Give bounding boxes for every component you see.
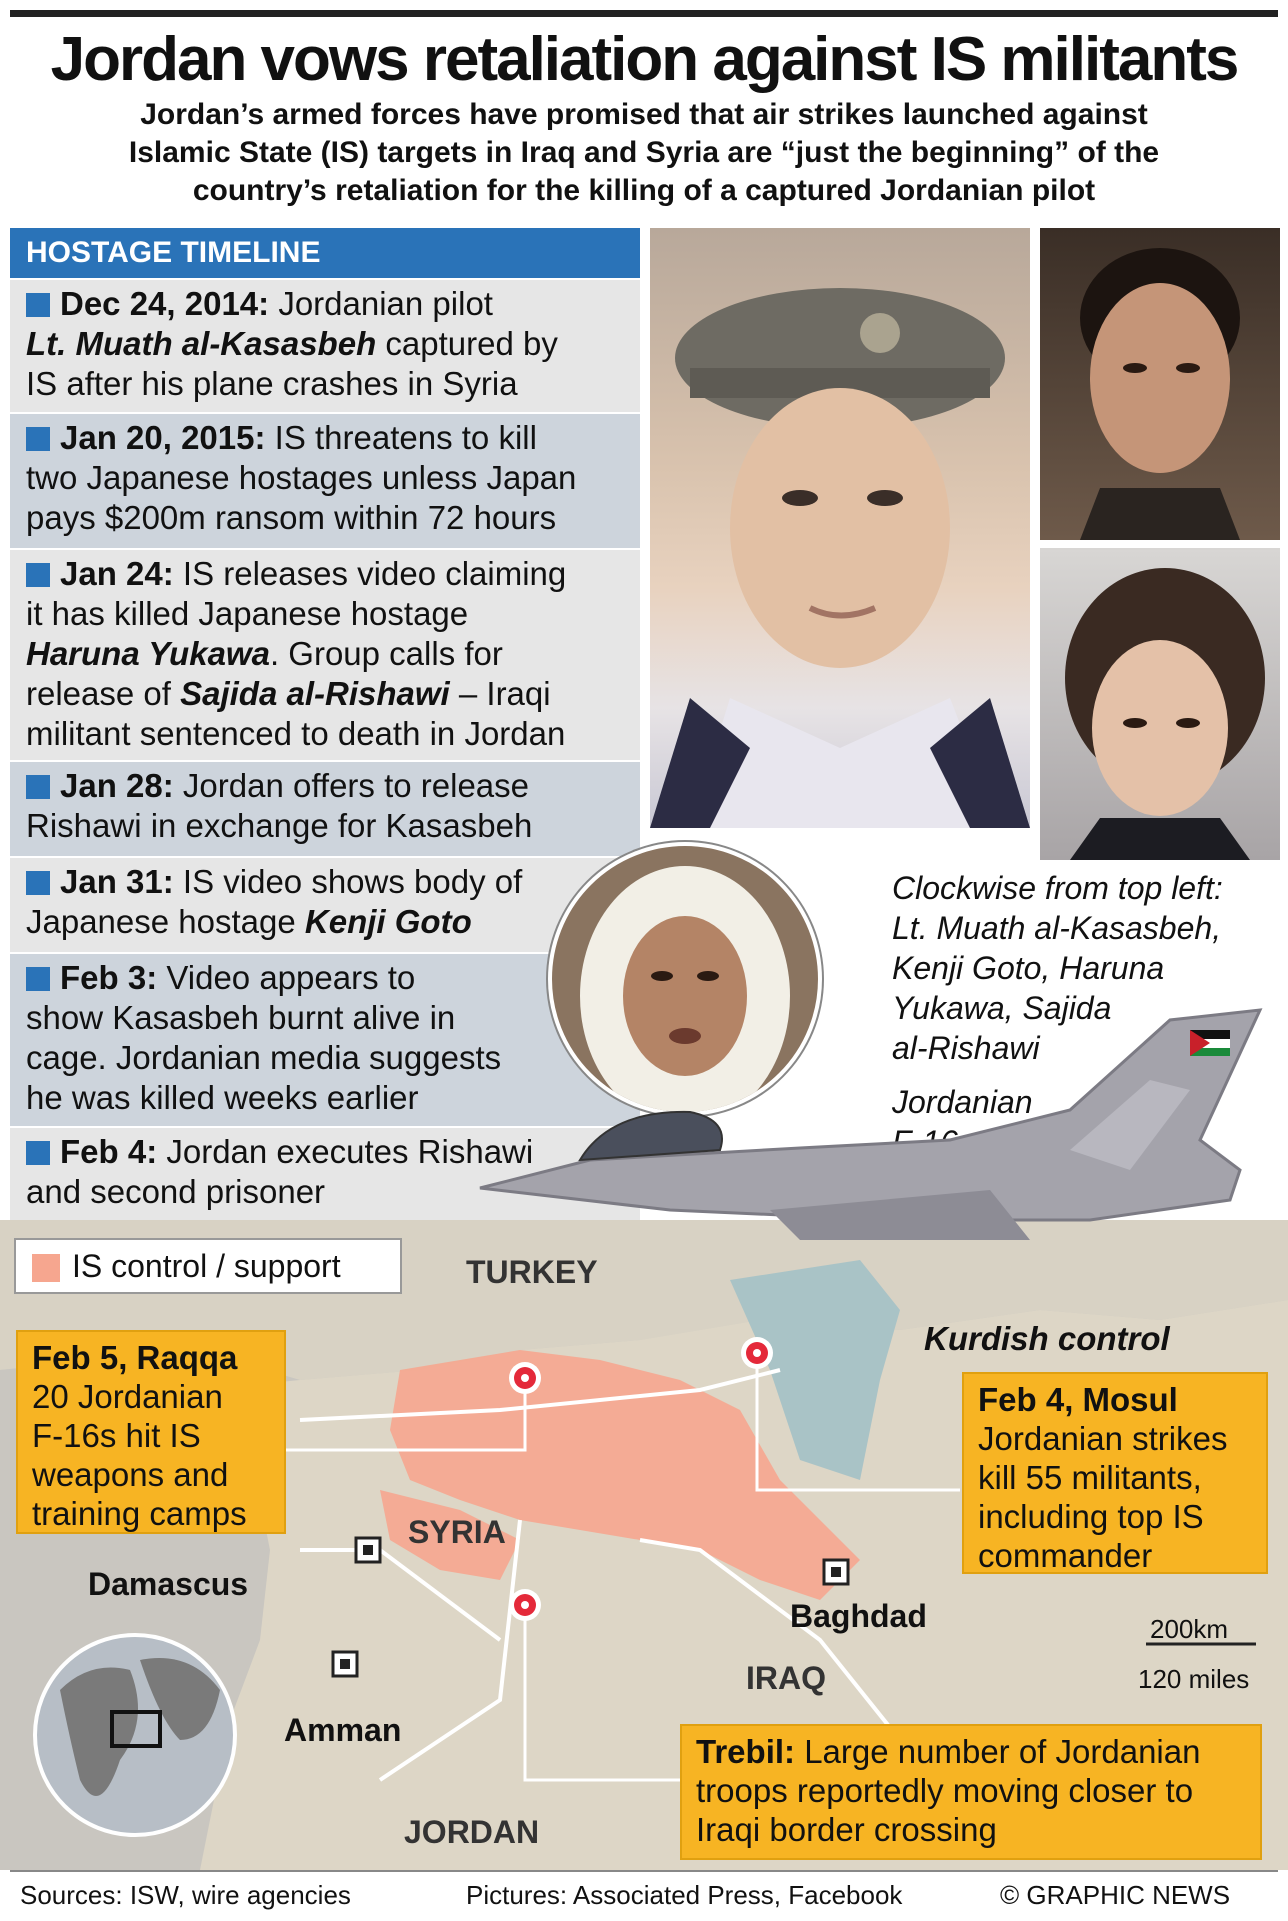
label-syria: SYRIA	[408, 1514, 506, 1550]
timeline-text: show Kasasbeh burnt alive in	[26, 999, 456, 1036]
legend-label: IS control / support	[72, 1248, 341, 1284]
timeline-date: Feb 4:	[60, 1133, 158, 1170]
is-control-swatch	[32, 1254, 60, 1282]
caption-line: Lt. Muath al-Kasasbeh,	[892, 910, 1222, 946]
timeline-text: Jordan offers to release	[182, 767, 530, 804]
photo-kasasbeh	[650, 228, 1030, 828]
label-turkey: TURKEY	[466, 1254, 598, 1290]
timeline-text: Japanese hostage	[26, 903, 296, 940]
timeline-text: Rishawi in exchange for Kasasbeh	[26, 807, 533, 844]
caption-line: Yukawa, Sajida	[892, 990, 1112, 1026]
bullet-square-icon	[26, 563, 50, 587]
callout-line: including top IS	[978, 1498, 1204, 1535]
timeline-date: Feb 3:	[60, 959, 158, 996]
label-damascus: Damascus	[88, 1566, 249, 1602]
callout-line: Large number of Jordanian	[804, 1733, 1201, 1770]
callout-mosul	[962, 1372, 1268, 1574]
callout-trebil	[680, 1724, 1262, 1860]
timeline-text: . Group calls for	[269, 635, 503, 672]
timeline-text: release of	[26, 675, 171, 712]
timeline-item	[10, 280, 640, 412]
callout-line: Jordanian strikes	[978, 1420, 1228, 1457]
timeline-text: it has killed Japanese hostage	[26, 595, 469, 632]
strike-marker-mosul	[741, 1337, 773, 1369]
label-iraq: IRAQ	[746, 1660, 826, 1696]
globe-locator-icon	[35, 1635, 235, 1835]
f16-jet-icon	[470, 1000, 1280, 1260]
timeline-text: Jordan executes Rishawi	[166, 1133, 534, 1170]
timeline-date: Dec 24, 2014:	[60, 285, 270, 322]
timeline-text: IS after his plane crashes in Syria	[26, 365, 518, 402]
timeline-heading: HOSTAGE TIMELINE	[10, 228, 640, 278]
timeline-text: pays $200m ransom within 72 hours	[26, 499, 557, 536]
capital-marker-damascus	[356, 1538, 380, 1562]
subtitle-line: Islamic State (IS) targets in Iraq and Syria are “just the beginning” of the	[128, 136, 1160, 169]
caption-line: al-Rishawi	[892, 1030, 1040, 1066]
timeline-text: and second prisoner	[26, 1173, 326, 1210]
bullet-square-icon	[26, 967, 50, 991]
callout-line: weapons and	[32, 1456, 229, 1493]
bullet-square-icon	[26, 427, 50, 451]
caption-line: Clockwise from top left:	[892, 870, 1223, 906]
strike-marker-trebil	[509, 1589, 541, 1621]
timeline-name: Lt. Muath al-Kasasbeh	[26, 325, 377, 362]
timeline-name: Kenji Goto	[304, 903, 472, 940]
scale-miles: 120 miles	[1138, 1664, 1250, 1694]
timeline-text: cage. Jordanian media suggests	[26, 1039, 502, 1076]
callout-raqqa	[16, 1330, 286, 1534]
page-title: Jordan vows retaliation against IS militants	[50, 25, 1238, 94]
bullet-square-icon	[26, 775, 50, 799]
footer-credit: © GRAPHIC NEWS	[1000, 1880, 1231, 1910]
timeline-text: – Iraqi	[458, 675, 551, 712]
caption-line: Kenji Goto, Haruna	[892, 950, 1165, 986]
callout-line: troops reportedly moving closer to	[696, 1772, 1194, 1809]
timeline-item	[10, 414, 640, 548]
subtitle-line: Jordan’s armed forces have promised that air strikes launched against	[140, 98, 1148, 131]
timeline-text: militant sentenced to death in Jordan	[26, 715, 566, 752]
timeline-item	[10, 762, 640, 856]
timeline-name: Sajida al-Rishawi	[180, 675, 450, 712]
top-rule	[10, 10, 1278, 17]
portrait-icon	[1040, 548, 1280, 860]
capital-marker-baghdad	[824, 1560, 848, 1584]
timeline-text: IS threatens to kill	[274, 419, 537, 456]
timeline-text: he was killed weeks earlier	[26, 1079, 419, 1116]
footer-rule	[10, 1870, 1278, 1872]
timeline-text: IS video shows body of	[182, 863, 523, 900]
timeline-date: Jan 20, 2015:	[60, 419, 266, 456]
footer-sources: Sources: ISW, wire agencies	[20, 1880, 351, 1910]
callout-title: Feb 4, Mosul	[978, 1381, 1178, 1418]
timeline-date: Jan 24:	[60, 555, 174, 592]
bullet-square-icon	[26, 293, 50, 317]
bullet-square-icon	[26, 1141, 50, 1165]
callout-title: Feb 5, Raqqa	[32, 1339, 238, 1376]
subtitle-line: country’s retaliation for the killing of a captured Jordanian pilot	[192, 174, 1096, 207]
strike-marker-raqqa	[509, 1362, 541, 1394]
scale-km: 200km	[1150, 1614, 1229, 1644]
callout-line: F-16s hit IS	[32, 1417, 201, 1454]
map-legend	[14, 1238, 402, 1294]
timeline-text: Video appears to	[166, 959, 416, 996]
timeline-date: Jan 31:	[60, 863, 174, 900]
timeline-item	[10, 858, 640, 952]
capital-marker-amman	[333, 1652, 357, 1676]
label-amman: Amman	[284, 1712, 402, 1748]
timeline-text: captured by	[385, 325, 558, 362]
callout-line: commander	[978, 1537, 1153, 1574]
caption-line: Jordanian	[892, 1084, 1033, 1120]
callout-line: training camps	[32, 1495, 247, 1532]
label-kurdish-control: Kurdish control	[924, 1320, 1170, 1357]
photo-goto	[1040, 228, 1280, 540]
portrait-icon	[1040, 228, 1280, 540]
timeline-text: Jordanian pilot	[278, 285, 493, 322]
timeline-date: Jan 28:	[60, 767, 174, 804]
photo-yukawa	[1040, 548, 1280, 860]
subtitle	[30, 96, 1258, 210]
timeline-item	[10, 550, 640, 760]
bullet-square-icon	[26, 871, 50, 895]
timeline-text: IS releases video claiming	[182, 555, 567, 592]
timeline-text: two Japanese hostages unless Japan	[26, 459, 577, 496]
label-baghdad: Baghdad	[790, 1598, 927, 1634]
callout-line: Iraqi border crossing	[696, 1811, 997, 1848]
timeline-name: Haruna Yukawa	[26, 635, 270, 672]
callout-title: Trebil:	[696, 1733, 796, 1770]
pilot-portrait-icon	[650, 228, 1030, 828]
footer-pictures: Pictures: Associated Press, Facebook	[466, 1880, 903, 1910]
callout-line: 20 Jordanian	[32, 1378, 223, 1415]
label-jordan: JORDAN	[404, 1814, 540, 1850]
callout-line: kill 55 militants,	[978, 1459, 1202, 1496]
